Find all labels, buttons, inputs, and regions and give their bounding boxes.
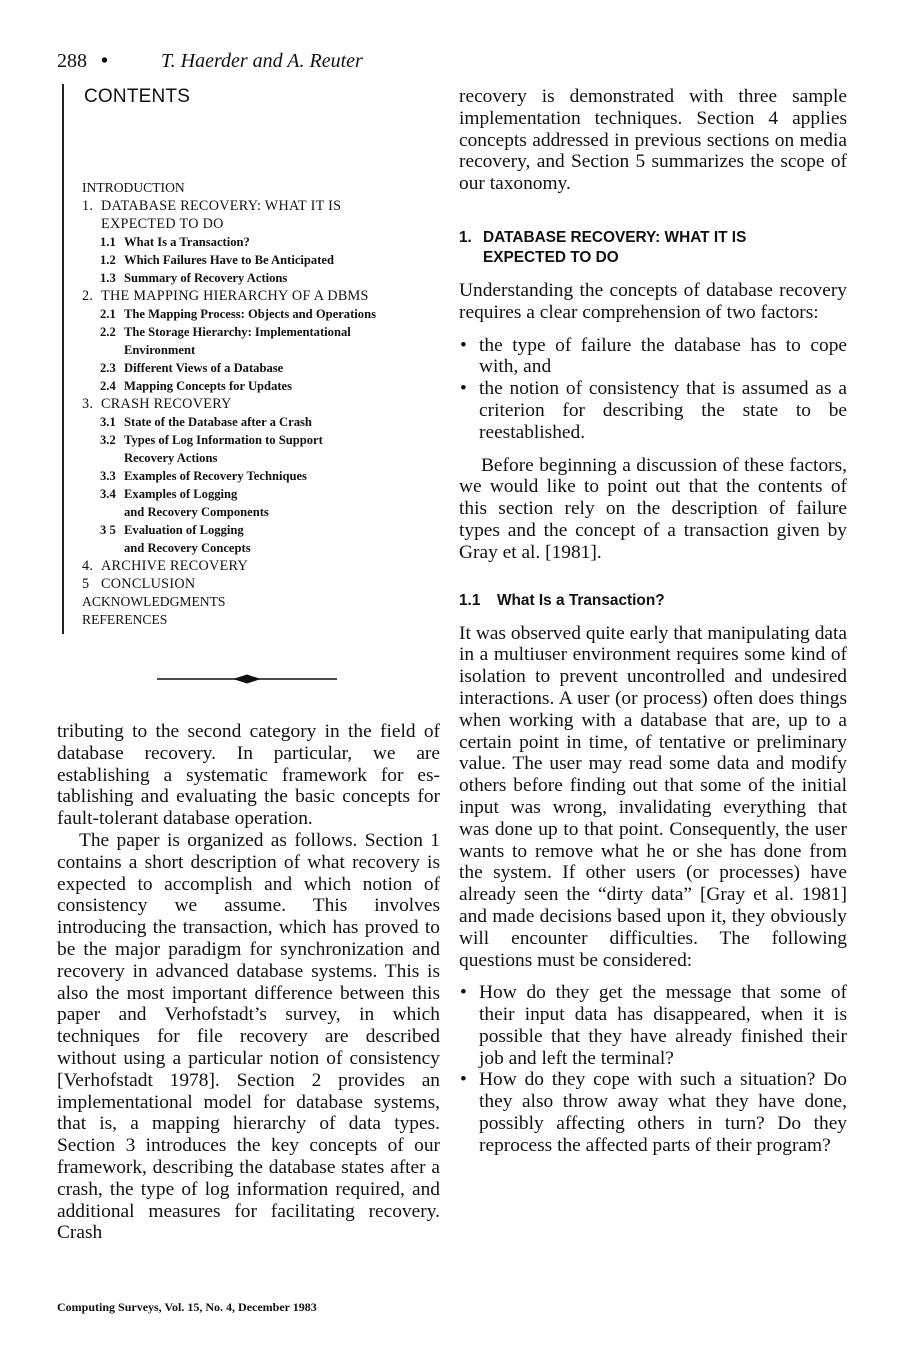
toc-item: 3.2 Types of Log Information to Support Recovery Actions (100, 433, 323, 465)
bullet-item: • the notion of consistency that is assumed as a criterion for describing the state to be reestablished. (460, 378, 847, 443)
body-paragraph: tributing to the second category in the field of database recovery. In particular, we are establishing a systematic framework for establishing and evaluating the basic concepts for fault-tolerant database operation. (57, 721, 440, 830)
toc-item: 2. THE MAPPING HIERARCHY OF A DBMS (82, 288, 369, 304)
body-paragraph: It was observed quite early that manipulating data in a multiuser environment requires some kind of isolation to prevent uncontrolled and undesired interactions. A user (or process) often does things when working with a database that are, up to a certain point in time, of tentative or preliminary value. The user may read some data and modify others before finding out that some of the initial input was wrong, invalidating everything that was done up to that point. Consequently, the user wants to remove what he or she has done from the system. If other users (or processes) have already seen the “dirty data” [Gray et al. 1981] and made decisions based upon it, they obviously will encounter difficulties. The following questions must be considered: (459, 622, 847, 971)
toc-item: 5 CONCLUSION (82, 576, 196, 592)
contents-box (62, 84, 434, 634)
section-heading-1-1: 1.1 What Is a Transaction? (459, 591, 665, 609)
toc-item: 3 5 Evaluation of Logging and Recovery Concepts (100, 523, 251, 555)
toc-item: 2.3 Different Views of a Database (100, 361, 284, 375)
toc-item: ACKNOWLEDGMENTS (82, 594, 226, 609)
toc-item: 3.1 State of the Database after a Crash (100, 415, 312, 429)
bullet-list (459, 335, 847, 444)
contents-title: CONTENTS (84, 86, 191, 107)
toc-item: 2.2 The Storage Hierarchy: Implementational Environment (100, 325, 351, 357)
toc-item: INTRODUCTION (82, 180, 185, 195)
toc-item: 3.3 Examples of Recovery Techniques (100, 469, 307, 483)
bullet-item: • the type of failure the database has to cope with, and (460, 334, 847, 378)
body-paragraph: recovery is demonstrated with three sample implementation techniques. Section 4 applies concepts addressed in previous sections on media recovery, and Section 5 summarizes the scope of our taxonomy. (459, 86, 847, 195)
toc-item: 1.1 What Is a Transaction? (100, 235, 250, 249)
body-paragraph: The paper is organized as follows. Section 1 contains a short description of what recovery is expected to accomplish and which notion of consistency we assume. This involves introducing the transaction, which has proved to be the major paradigm for synchronization and recovery in advanced database systems. This is also the most important difference between this paper and Verhofstadt’s survey, in which techniques for file recovery are described without using a particular notion of consistency [Verhofstadt 1978]. Section 2 provides an implementational model for database systems, that is, a mapping hierarchy of data types. Section 3 introduces the key concepts of our framework, describing the database states after a crash, the type of log information required, and additional measures for facilitating recovery. Crash (57, 829, 440, 1244)
bullet-item: • How do they get the message that some of their input data has disappeared, when it is possible that they have already finished their job and left the terminal? (460, 982, 847, 1069)
separator-bullet: • (101, 50, 109, 72)
body-paragraph: Understanding the concepts of database recovery requires a clear comprehension of two factors: (459, 279, 847, 323)
bullet-icon: • (460, 334, 467, 356)
toc-item: 4. ARCHIVE RECOVERY (82, 558, 249, 574)
running-head (57, 49, 363, 73)
bullet-list (459, 982, 847, 1156)
toc-item: 1. DATABASE RECOVERY: WHAT IT IS EXPECTED TO DO (82, 198, 342, 232)
toc-item: 1.3 Summary of Recovery Actions (100, 271, 288, 285)
toc-item: 1.2 Which Failures Have to Be Anticipated (100, 253, 335, 267)
authors: T. Haerder and A. Reuter (161, 50, 363, 72)
ornament-divider-icon (157, 672, 337, 686)
body-paragraph: Before beginning a discussion of these factors, we would like to point out that the contents of this section rely on the description of failure types and the concept of a transaction given by Gray et al. [1981]. (459, 454, 847, 563)
toc-item: 3. CRASH RECOVERY (82, 396, 232, 412)
toc-item: 2.4 Mapping Concepts for Updates (100, 379, 293, 393)
toc-item: 2.1 The Mapping Process: Objects and Operations (100, 307, 376, 321)
bullet-icon: • (460, 1069, 467, 1091)
toc-item: 3.4 Examples of Logging and Recovery Components (100, 487, 269, 519)
right-column (459, 86, 847, 1157)
journal-citation-footer: Computing Surveys, Vol. 15, No. 4, December 1983 (57, 1300, 317, 1314)
section-heading-1: 1. DATABASE RECOVERY: WHAT IT IS EXPECTED TO DO (459, 228, 747, 266)
left-column (57, 721, 440, 1244)
toc-item: REFERENCES (82, 612, 168, 627)
bullet-item: • How do they cope with such a situation? Do they also throw away what they have done, possibly affecting others in turn? Do they reprocess the affected parts of their program? (460, 1069, 847, 1156)
table-of-contents (82, 179, 376, 629)
page-number: 288 (57, 50, 87, 72)
bullet-icon: • (460, 982, 467, 1004)
bullet-icon: • (460, 378, 467, 400)
